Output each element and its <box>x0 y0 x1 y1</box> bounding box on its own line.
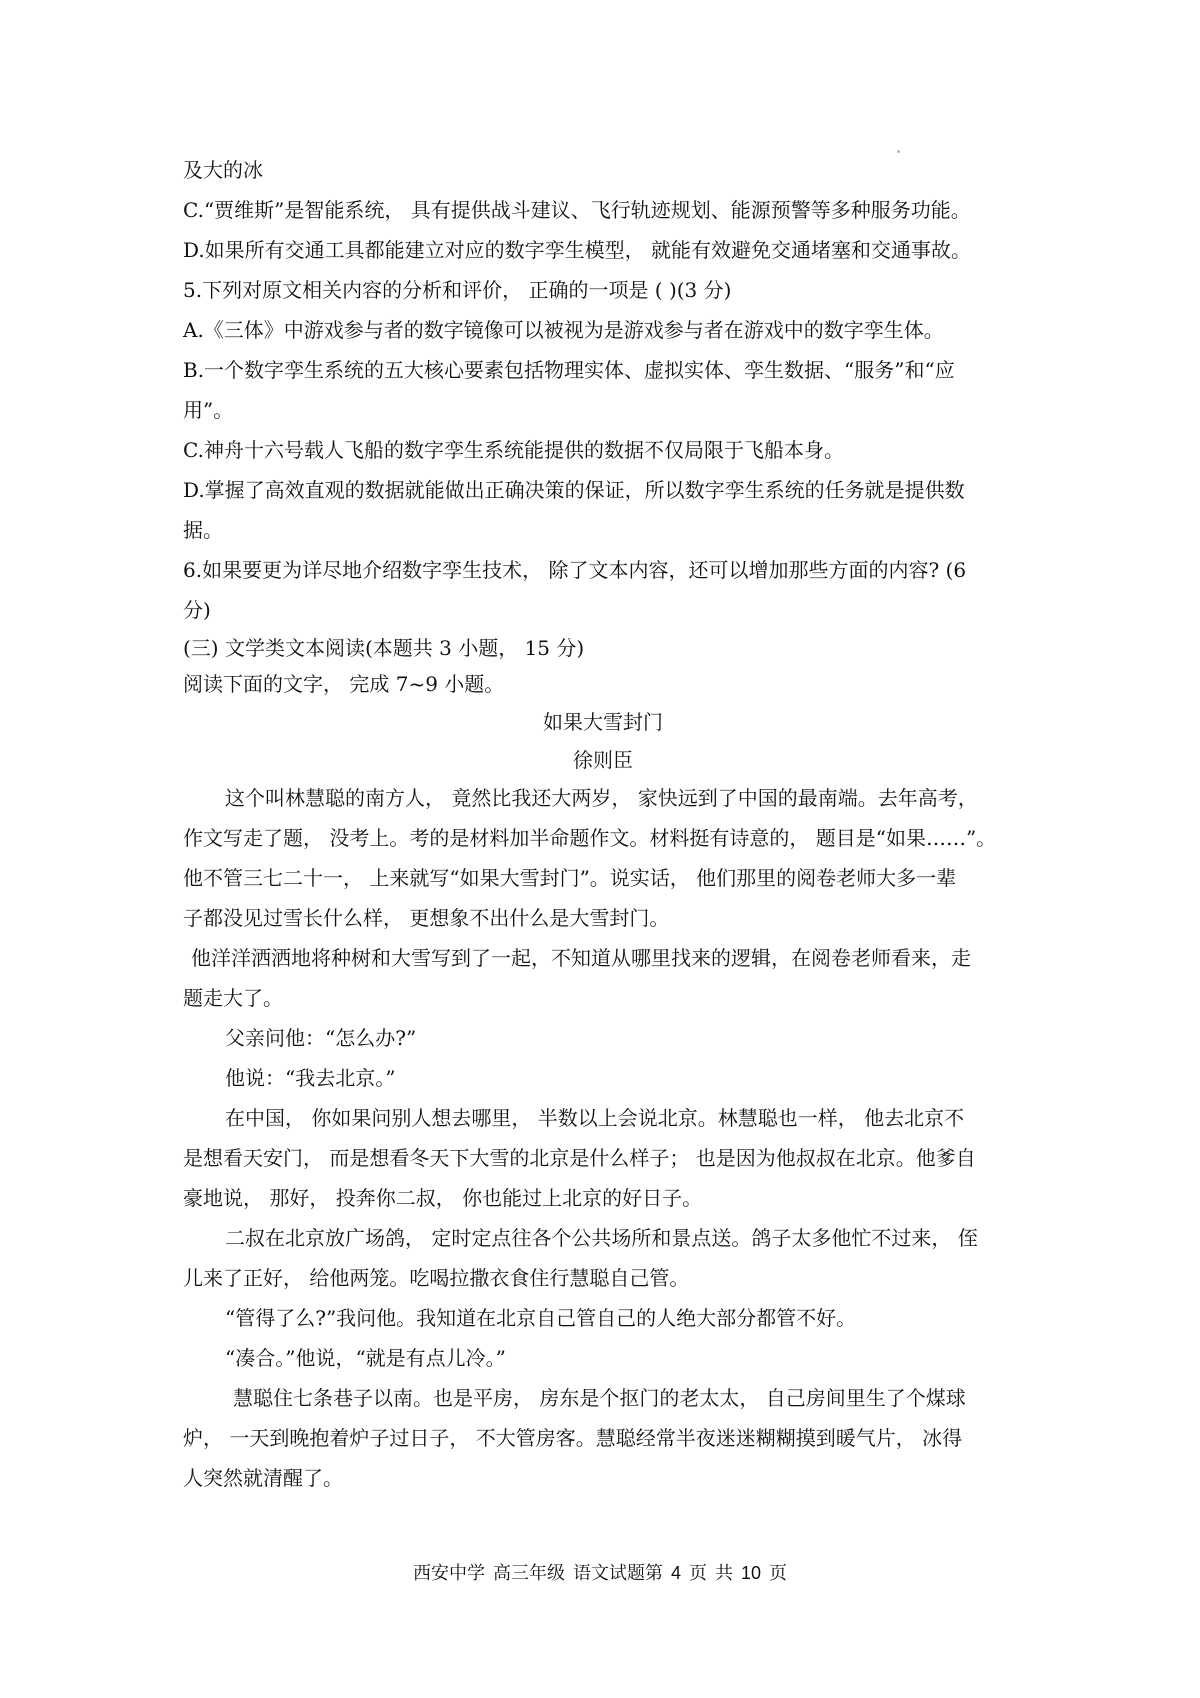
option-c-line: C.“贾维斯”是智能系统， 具有提供战斗建议、飞行轨迹规划、能源预警等多种服务功能。 <box>183 198 971 222</box>
question-5: 5.下列对原文相关内容的分析和评价， 正确的一项是 ( )(3 分) <box>183 278 732 302</box>
story-author: 徐则臣 <box>573 748 633 772</box>
section-heading: (三) 文学类文本阅读(本题共 3 小题， 15 分) <box>183 636 585 660</box>
footer-total-pages: 10 <box>740 1563 762 1583</box>
page-footer <box>0 1561 1200 1586</box>
story-line: “管得了么?”我问他。我知道在北京自己管自己的人绝大部分都管不好。 <box>225 1306 857 1330</box>
footer-subject: 语文试题第 <box>572 1563 663 1584</box>
footer-total-unit: 页 <box>769 1563 788 1584</box>
story-line: 炉， 一天到晚抱着炉子过日子， 不大管房客。慧聪经常半夜迷迷糊糊摸到暖气片， 冰得 <box>183 1426 963 1450</box>
footer-page-unit: 页 <box>688 1563 707 1584</box>
q5-option-d: D.掌握了高效直观的数据就能做出正确决策的保证，所以数字孪生系统的任务就是提供数 <box>183 478 965 502</box>
q5-option-b: B.一个数字孪生系统的五大核心要素包括物理实体、虚拟实体、孪生数据、“服务”和“应 <box>183 358 955 382</box>
footer-total-prefix: 共 <box>714 1563 733 1584</box>
story-line: 人突然就清醒了。 <box>183 1466 343 1490</box>
story-line: 这个叫林慧聪的南方人， 竟然比我还大两岁， 家快远到了中国的最南端。去年高考， <box>225 786 978 810</box>
story-title: 如果大雪封门 <box>543 710 663 734</box>
story-line: 父亲问他：“怎么办?” <box>225 1026 417 1050</box>
question-6-cont: 分) <box>183 598 211 622</box>
footer-school: 西安中学 <box>412 1563 485 1584</box>
option-d-line: D.如果所有交通工具都能建立对应的数字孪生模型， 就能有效避免交通堵塞和交通事故。 <box>183 238 972 262</box>
story-line: 题走大了。 <box>183 986 283 1010</box>
story-line: “凑合。”他说，“就是有点儿冷。” <box>225 1346 506 1370</box>
question-6: 6.如果要更为详尽地介绍数字孪生技术， 除了文本内容，还可以增加那些方面的内容? (6 <box>183 558 967 582</box>
footer-grade: 高三年级 <box>492 1563 565 1584</box>
story-line: 儿来了正好， 给他两笼。吃喝拉撒衣食住行慧聪自己管。 <box>183 1266 690 1290</box>
story-line: 他洋洋洒洒地将种树和大雪写到了一起，不知道从哪里找来的逻辑，在阅卷老师看来，走 <box>191 946 971 970</box>
reading-instruction: 阅读下面的文字， 完成 7~9 小题。 <box>183 672 505 696</box>
story-line: 他说：“我去北京。” <box>225 1066 396 1090</box>
story-line: 慧聪住七条巷子以南。也是平房， 房东是个抠门的老太太， 自己房间里生了个煤球 <box>233 1386 966 1410</box>
q5-option-b-cont: 用”。 <box>183 398 234 422</box>
story-line: 他不管三七二十一， 上来就写“如果大雪封门”。说实话， 他们那里的阅卷老师大多一辈 <box>183 866 957 890</box>
story-line: 是想看天安门， 而是想看冬天下大雪的北京是什么样子； 也是因为他叔叔在北京。他爹自 <box>183 1146 976 1170</box>
story-line: 子都没见过雪长什么样， 更想象不出什么是大雪封门。 <box>183 906 670 930</box>
q5-option-a: A.《三体》中游戏参与者的数字镜像可以被视为是游戏参与者在游戏中的数字孪生体。 <box>183 318 944 342</box>
footer-page-number: 4 <box>670 1563 681 1583</box>
document-body <box>183 150 1023 1498</box>
story-line: 豪地说， 那好， 投奔你二叔， 你也能过上北京的好日子。 <box>183 1186 703 1210</box>
story-line: 二叔在北京放广场鸽， 定时定点往各个公共场所和景点送。鸽子太多他忙不过来， 侄 <box>225 1226 978 1250</box>
story-line: 在中国， 你如果问别人想去哪里， 半数以上会说北京。林慧聪也一样， 他去北京不 <box>225 1106 965 1130</box>
q5-option-c: C.神舟十六号载人飞船的数字孪生系统能提供的数据不仅局限于飞船本身。 <box>183 438 844 462</box>
story-line: 作文写走了题， 没考上。考的是材料加半命题作文。材料挺有诗意的， 题目是“如果……”。 <box>183 826 997 850</box>
q5-option-d-cont: 据。 <box>183 518 223 542</box>
text-line: 及大的冰 <box>183 158 263 182</box>
